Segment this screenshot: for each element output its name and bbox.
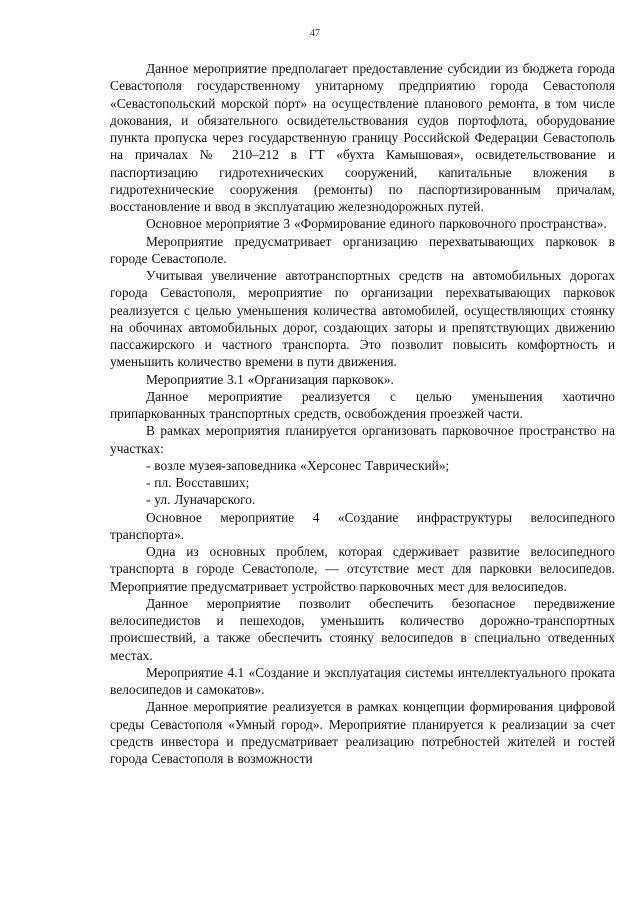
paragraph-safe-movement: Данное мероприятие позволит обеспечить безопасное передвижение велосипедистов и пешеходов, уменьшить количество дорожно-транспортных происшествий, а также обеспечить стоянку велосипедов в специально отведенных местах. [110, 595, 615, 663]
paragraph-subsidy-port: Данное мероприятие предполагает предоставление субсидии из бюджета города Севастополя государственному унитарному предприятию города Севастополя «Севастопольский морской порт» на осуществление планового ремонта, в том числе докования, и обязательного освидетельствования судов портофлота, оборудование пункта пропуска через государственную границу Российской Федерации Севастополь на причалах № 210–212 в ГТ «бухта Камышовая», освидетельствование и паспортизацию гидротехнических сооружений, капитальные вложения в гидротехнические сооружения (ремонты) по паспортизированным причалам, восстановление и ввод в эксплуатацию железнодорожных путей. [110, 61, 615, 214]
paragraph-traffic-growth: Учитывая увеличение автотранспортных средств на автомобильных дорогах города Севастополя, мероприятие по организации перехватывающих парковок реализуется с целью уменьшения количества автомобилей, осуществляющих стоянку на обочинах автомобильных дорог, создающих заторы и препятствующих движению пассажирского и частного транспорта. Это позволит повысить комфортность и уменьшить количество времени в пути движения. [110, 268, 615, 370]
list-item-vosstavshikh-square: - пл. Восставших; [146, 475, 250, 490]
heading-activity-4-1: Мероприятие 4.1 «Создание и эксплуатация системы интеллектуального проката велосипедов и самокатов». [110, 664, 615, 697]
body-text [110, 60, 615, 767]
heading-activity-3-1: Мероприятие 3.1 «Организация парковок». [146, 371, 394, 387]
list-item-lunacharskogo-street: - ул. Луначарского. [146, 492, 256, 508]
paragraph-intercept-parking: Мероприятие предусматривает организацию перехватывающих парковок в городе Севастополе. [110, 233, 615, 266]
heading-main-activity-3: Основное мероприятие 3 «Формирование единого парковочного пространства». [146, 216, 607, 232]
list-item-chersonesos: - возле музея-заповедника «Херсонес Таврический»; [146, 457, 450, 473]
paragraph-bicycle-problem: Одна из основных проблем, которая сдерживает развитие велосипедного транспорта в городе Севастополе, — отсутствие мест для парковки велосипедов. Мероприятие предусматривает устройство парковочных мест для велосипедов. [110, 544, 615, 594]
heading-main-activity-4: Основное мероприятие 4 «Создание инфраструктуры велосипедного транспорта». [110, 509, 615, 542]
paragraph-chaotic-parking: Данное мероприятие реализуется с целью уменьшения хаотично припаркованных транспортных средств, освобождения проезжей части. [110, 388, 615, 421]
paragraph-smart-city: Данное мероприятие реализуется в рамках концепции формирования цифровой среды Севастополя «Умный город». Мероприятие планируется к реализации за счет средств инвестора и предусматривает реализацию потребностей жителей и гостей города Севастополя в возможности [110, 699, 615, 766]
paragraph-parking-sites: В рамках мероприятия планируется организовать парковочное пространство на участках: [110, 423, 615, 456]
page-number: 47 [310, 28, 320, 39]
